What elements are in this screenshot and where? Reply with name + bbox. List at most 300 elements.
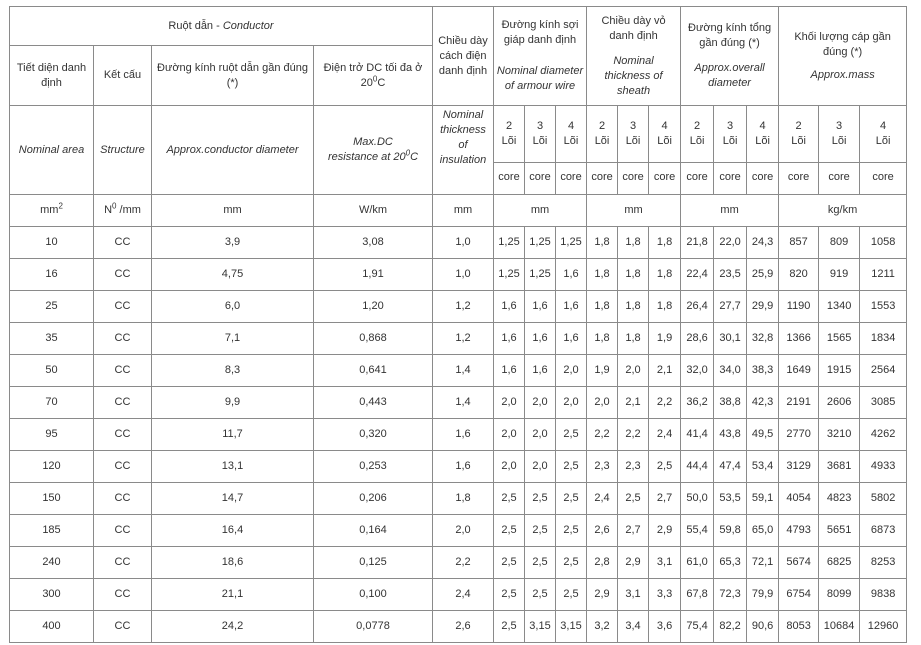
table-cell: 2,0 [525, 451, 556, 483]
table-cell: 2,5 [556, 419, 587, 451]
table-cell: 82,2 [714, 611, 747, 643]
table-cell: 55,4 [681, 515, 714, 547]
table-cell: 32,0 [681, 355, 714, 387]
table-cell: 0,868 [314, 323, 433, 355]
table-cell: 1,20 [314, 291, 433, 323]
resistance-unit: W/km [314, 195, 433, 227]
table-cell: 3,15 [556, 611, 587, 643]
table-cell: 1,8 [587, 291, 618, 323]
table-cell: 1,6 [494, 291, 525, 323]
core-label: core [719, 171, 741, 183]
table-cell: 2,0 [494, 387, 525, 419]
table-cell: 2,2 [618, 419, 649, 451]
table-cell: 1553 [860, 291, 907, 323]
core-label: core [653, 171, 676, 183]
table-row [10, 323, 907, 355]
table-cell: 8099 [819, 579, 860, 611]
header-row-en [10, 106, 907, 195]
table-cell: 2,4 [649, 419, 681, 451]
table-cell: CC [94, 259, 152, 291]
table-cell: 4,75 [152, 259, 314, 291]
table-cell: 185 [10, 515, 94, 547]
table-cell: 4823 [819, 483, 860, 515]
table-cell: 25 [10, 291, 94, 323]
table-cell: 53,5 [714, 483, 747, 515]
table-cell: 919 [819, 259, 860, 291]
table-cell: CC [94, 387, 152, 419]
core-label: core [751, 171, 774, 183]
table-cell: 1,0 [433, 259, 494, 291]
table-cell: 53,4 [747, 451, 779, 483]
table-cell: 1,8 [587, 323, 618, 355]
mass-core-3: 3 Lõi core [819, 106, 860, 195]
diameter-header-en: Approx.conductor diameter [152, 106, 314, 195]
header-row-group [10, 7, 907, 46]
resistance-vn-text: Điện trở DC tối đa ở [323, 61, 423, 74]
table-cell: 2,5 [525, 483, 556, 515]
table-cell: 1211 [860, 259, 907, 291]
table-cell: 1,4 [433, 387, 494, 419]
table-cell: 41,4 [681, 419, 714, 451]
resistance-header-en [314, 106, 433, 195]
table-cell: 50,0 [681, 483, 714, 515]
table-cell: 1649 [779, 355, 819, 387]
table-cell: 22,0 [714, 227, 747, 259]
area-header-en: Nominal area [10, 106, 94, 195]
table-cell: 1,8 [618, 291, 649, 323]
table-cell: 2,0 [494, 419, 525, 451]
cable-spec-table [9, 6, 907, 643]
table-cell: 2,9 [649, 515, 681, 547]
table-cell: 1,6 [556, 259, 587, 291]
insulation-header-en: Nominal thickness of insulation [433, 106, 494, 195]
table-cell: 65,0 [747, 515, 779, 547]
table-cell: 21,8 [681, 227, 714, 259]
table-cell: 1190 [779, 291, 819, 323]
armour-vn: Đường kính sợi giáp danh định [501, 19, 579, 46]
table-cell: 6754 [779, 579, 819, 611]
table-cell: 24,3 [747, 227, 779, 259]
core-label: core [872, 171, 894, 183]
table-cell: 1,9 [587, 355, 618, 387]
table-cell: 8253 [860, 547, 907, 579]
resistance-en-sup: 0 [405, 148, 411, 158]
table-cell: 6825 [819, 547, 860, 579]
table-cell: 5802 [860, 483, 907, 515]
table-cell: 0,164 [314, 515, 433, 547]
table-cell: 4262 [860, 419, 907, 451]
table-cell: 1,25 [494, 227, 525, 259]
table-cell: CC [94, 227, 152, 259]
table-cell: 67,8 [681, 579, 714, 611]
table-cell: 24,2 [152, 611, 314, 643]
table-cell: 32,8 [747, 323, 779, 355]
table-cell: 2,5 [618, 483, 649, 515]
overall-vn: Đường kính tổng gần đúng (*) [688, 22, 772, 49]
table-cell: 90,6 [747, 611, 779, 643]
table-cell: 0,100 [314, 579, 433, 611]
insulation-header-vn [433, 7, 494, 106]
table-cell: 61,0 [681, 547, 714, 579]
table-cell: 1,6 [525, 291, 556, 323]
table-row [10, 451, 907, 483]
resistance-vn-temp: 20 [360, 76, 373, 89]
table-cell: 1,25 [494, 259, 525, 291]
table-cell: 2,5 [556, 483, 587, 515]
table-cell: 75,4 [681, 611, 714, 643]
area-header-vn: Tiết diện danh định [10, 46, 94, 106]
table-cell: 1,6 [556, 323, 587, 355]
table-cell: 12960 [860, 611, 907, 643]
table-cell: 1,8 [649, 291, 681, 323]
conductor-group-vn: Ruột dẫn - [168, 19, 223, 32]
table-cell: 50 [10, 355, 94, 387]
table-cell: 43,8 [714, 419, 747, 451]
table-cell: 1340 [819, 291, 860, 323]
table-cell: 47,4 [714, 451, 747, 483]
table-cell: 1565 [819, 323, 860, 355]
mass-unit: kg/km [779, 195, 907, 227]
table-cell: 5651 [819, 515, 860, 547]
resistance-vn-unit: C [377, 76, 386, 89]
diameter-unit: mm [152, 195, 314, 227]
sheath-core-4: 4 Lõi core [649, 106, 681, 195]
table-cell: 1366 [779, 323, 819, 355]
table-cell: 2,5 [556, 515, 587, 547]
table-cell: 2,2 [649, 387, 681, 419]
overall-core-4: 4 Lõi core [747, 106, 779, 195]
table-cell: 44,4 [681, 451, 714, 483]
resistance-header-vn [314, 46, 433, 106]
table-cell: 150 [10, 483, 94, 515]
table-cell: 2,1 [649, 355, 681, 387]
table-cell: 1,8 [618, 227, 649, 259]
table-cell: 2,0 [525, 419, 556, 451]
resistance-en-text: Max.DC [353, 136, 393, 148]
table-cell: 1,8 [618, 259, 649, 291]
core-label: core [591, 171, 613, 183]
table-cell: 400 [10, 611, 94, 643]
table-row [10, 547, 907, 579]
table-cell: 2,6 [433, 611, 494, 643]
table-cell: 120 [10, 451, 94, 483]
table-cell: 1,2 [433, 291, 494, 323]
table-cell: 13,1 [152, 451, 314, 483]
table-cell: 34,0 [714, 355, 747, 387]
table-cell: 11,7 [152, 419, 314, 451]
table-cell: CC [94, 323, 152, 355]
overall-core-3: 3 Lõi core [714, 106, 747, 195]
table-cell: 1,25 [525, 227, 556, 259]
overall-core-2: 2 Lõi core [681, 106, 714, 195]
table-cell: 1,25 [556, 227, 587, 259]
resistance-en-temp: resistance at 20 [327, 151, 406, 163]
table-cell: 27,7 [714, 291, 747, 323]
mass-core-2: 2 Lõi core [779, 106, 819, 195]
table-cell: 10684 [819, 611, 860, 643]
armour-core-3: 3 Lõi core [525, 106, 556, 195]
table-cell: 2,0 [433, 515, 494, 547]
table-cell: 6,0 [152, 291, 314, 323]
core-label: core [529, 171, 551, 183]
table-cell: 1,25 [525, 259, 556, 291]
table-row [10, 515, 907, 547]
table-cell: 38,8 [714, 387, 747, 419]
table-cell: 3085 [860, 387, 907, 419]
table-cell: 2,6 [587, 515, 618, 547]
table-cell: 1,4 [433, 355, 494, 387]
table-cell: 3,1 [618, 579, 649, 611]
table-cell: 1,8 [433, 483, 494, 515]
sheath-en: Nominal thickness of sheath [604, 54, 663, 97]
table-cell: 65,3 [714, 547, 747, 579]
table-cell: 2,5 [649, 451, 681, 483]
table-cell: 2,5 [494, 515, 525, 547]
table-cell: 10 [10, 227, 94, 259]
table-cell: 36,2 [681, 387, 714, 419]
sheath-core-3: 3 Lõi core [618, 106, 649, 195]
table-cell: 3681 [819, 451, 860, 483]
table-cell: 3,3 [649, 579, 681, 611]
table-cell: CC [94, 451, 152, 483]
table-cell: 16,4 [152, 515, 314, 547]
table-cell: 21,1 [152, 579, 314, 611]
header-row-units [10, 195, 907, 227]
table-cell: 3210 [819, 419, 860, 451]
sheath-unit: mm [587, 195, 681, 227]
mass-core-4: 4 Lõi core [860, 106, 907, 195]
table-cell: 25,9 [747, 259, 779, 291]
table-cell: 3,1 [649, 547, 681, 579]
table-row [10, 419, 907, 451]
table-cell: 0,443 [314, 387, 433, 419]
table-cell: 1834 [860, 323, 907, 355]
table-cell: 9,9 [152, 387, 314, 419]
table-row [10, 483, 907, 515]
table-cell: 4054 [779, 483, 819, 515]
table-cell: 2,0 [618, 355, 649, 387]
table-row [10, 611, 907, 643]
core-label: core [828, 171, 850, 183]
table-cell: 3,08 [314, 227, 433, 259]
table-cell: 3,4 [618, 611, 649, 643]
table-cell: 2606 [819, 387, 860, 419]
table-cell: 2,2 [587, 419, 618, 451]
table-cell: 2,9 [618, 547, 649, 579]
conductor-group-header [10, 7, 433, 46]
table-cell: 2,0 [556, 355, 587, 387]
table-row [10, 259, 907, 291]
insulation-unit: mm [433, 195, 494, 227]
table-cell: 2,5 [494, 579, 525, 611]
table-cell: 1,8 [587, 259, 618, 291]
table-cell: 28,6 [681, 323, 714, 355]
table-cell: 0,125 [314, 547, 433, 579]
core-label: core [686, 171, 708, 183]
table-cell: 1,0 [433, 227, 494, 259]
table-cell: 1058 [860, 227, 907, 259]
table-cell: 1,2 [433, 323, 494, 355]
core-label: core [560, 171, 582, 183]
table-cell: 79,9 [747, 579, 779, 611]
table-cell: 2,0 [556, 387, 587, 419]
table-cell: 23,5 [714, 259, 747, 291]
table-cell: 59,8 [714, 515, 747, 547]
table-cell: 809 [819, 227, 860, 259]
table-cell: 2,1 [618, 387, 649, 419]
overall-en: Approx.overall diameter [694, 62, 765, 89]
table-cell: 14,7 [152, 483, 314, 515]
table-cell: 1,8 [649, 227, 681, 259]
table-cell: 2,5 [494, 547, 525, 579]
overall-unit: mm [681, 195, 779, 227]
table-cell: 6873 [860, 515, 907, 547]
table-cell: 2,5 [556, 579, 587, 611]
table-cell: 2,7 [618, 515, 649, 547]
table-cell: 2,8 [587, 547, 618, 579]
table-cell: 7,1 [152, 323, 314, 355]
table-cell: 3,6 [649, 611, 681, 643]
table-cell: 2,0 [587, 387, 618, 419]
table-cell: 9838 [860, 579, 907, 611]
table-cell: 2,5 [525, 515, 556, 547]
structure-header-en: Structure [94, 106, 152, 195]
sheath-core-2: 2 Lõi core [587, 106, 618, 195]
table-cell: 2,4 [433, 579, 494, 611]
overall-header [681, 7, 779, 106]
table-cell: 1,91 [314, 259, 433, 291]
table-cell: 1,6 [494, 355, 525, 387]
table-cell: 240 [10, 547, 94, 579]
armour-en: Nominal diameter of armour wire [496, 65, 584, 92]
table-cell: 3129 [779, 451, 819, 483]
table-cell: 1,6 [525, 355, 556, 387]
table-cell: CC [94, 291, 152, 323]
armour-header [494, 7, 587, 106]
table-row [10, 579, 907, 611]
table-cell: CC [94, 579, 152, 611]
core-label: core [787, 171, 810, 183]
table-cell: 4793 [779, 515, 819, 547]
table-cell: 3,15 [525, 611, 556, 643]
structure-unit: $N^0$ /mm [94, 195, 152, 227]
table-cell: CC [94, 547, 152, 579]
armour-core-4: 4 Lõi core [556, 106, 587, 195]
table-cell: 42,3 [747, 387, 779, 419]
table-cell: 49,5 [747, 419, 779, 451]
table-cell: 1,8 [649, 259, 681, 291]
resistance-en-unit: C [410, 151, 419, 163]
table-cell: 1,6 [433, 451, 494, 483]
table-cell: 5674 [779, 547, 819, 579]
table-cell: 26,4 [681, 291, 714, 323]
table-cell: CC [94, 419, 152, 451]
table-cell: 38,3 [747, 355, 779, 387]
table-cell: 2,5 [556, 547, 587, 579]
sheath-header [587, 7, 681, 106]
resistance-vn-sup: 0 [372, 73, 378, 83]
table-cell: 0,206 [314, 483, 433, 515]
table-cell: 2,2 [433, 547, 494, 579]
table-cell: 35 [10, 323, 94, 355]
table-row [10, 227, 907, 259]
table-cell: 2,0 [494, 451, 525, 483]
table-cell: 3,2 [587, 611, 618, 643]
table-cell: CC [94, 515, 152, 547]
mass-header [779, 7, 907, 106]
table-cell: CC [94, 483, 152, 515]
insulation-vn: Chiều dày cách điện danh định [438, 34, 488, 77]
table-cell: 857 [779, 227, 819, 259]
table-cell: 820 [779, 259, 819, 291]
table-cell: 22,4 [681, 259, 714, 291]
table-cell: 300 [10, 579, 94, 611]
mass-en: Approx.mass [810, 68, 875, 81]
table-cell: 72,3 [714, 579, 747, 611]
mass-vn: Khối lượng cáp gần đúng (*) [794, 30, 891, 58]
table-cell: 2,5 [525, 547, 556, 579]
table-cell: 2,5 [494, 483, 525, 515]
table-cell: 1,6 [525, 323, 556, 355]
table-row [10, 387, 907, 419]
table-cell: 0,253 [314, 451, 433, 483]
table-cell: 1915 [819, 355, 860, 387]
table-cell: 2,7 [649, 483, 681, 515]
table-cell: 18,6 [152, 547, 314, 579]
table-cell: 70 [10, 387, 94, 419]
area-unit: $mm^2$ [10, 195, 94, 227]
table-cell: CC [94, 355, 152, 387]
table-cell: 1,6 [556, 291, 587, 323]
table-cell: 2191 [779, 387, 819, 419]
table-cell: 16 [10, 259, 94, 291]
table-cell: 8053 [779, 611, 819, 643]
table-cell: 2564 [860, 355, 907, 387]
table-cell: 95 [10, 419, 94, 451]
table-cell: 1,6 [433, 419, 494, 451]
table-cell: 2,5 [525, 579, 556, 611]
table-cell: 2,9 [587, 579, 618, 611]
diameter-header-vn: Đường kính ruột dẫn gần đúng (*) [152, 46, 314, 106]
table-cell: 1,6 [494, 323, 525, 355]
table-row [10, 291, 907, 323]
table-cell: 1,8 [587, 227, 618, 259]
table-cell: 1,9 [649, 323, 681, 355]
table-cell: 2,3 [618, 451, 649, 483]
table-cell: CC [94, 611, 152, 643]
table-cell: 3,9 [152, 227, 314, 259]
table-cell: 8,3 [152, 355, 314, 387]
table-cell: 72,1 [747, 547, 779, 579]
sheath-vn: Chiều dày vỏ danh định [601, 14, 666, 42]
table-cell: 29,9 [747, 291, 779, 323]
table-row [10, 355, 907, 387]
table-cell: 0,0778 [314, 611, 433, 643]
table-cell: 2,0 [525, 387, 556, 419]
conductor-group-en: Conductor [222, 19, 274, 32]
table-cell: 2,3 [587, 451, 618, 483]
table-cell: 2770 [779, 419, 819, 451]
armour-unit: mm [494, 195, 587, 227]
core-label: core [622, 171, 644, 183]
table-cell: 2,5 [556, 451, 587, 483]
armour-core-2: 2 Lõi core [494, 106, 525, 195]
table-cell: 59,1 [747, 483, 779, 515]
core-label: core [498, 171, 520, 183]
table-cell: 0,641 [314, 355, 433, 387]
table-cell: 1,8 [618, 323, 649, 355]
table-cell: 30,1 [714, 323, 747, 355]
